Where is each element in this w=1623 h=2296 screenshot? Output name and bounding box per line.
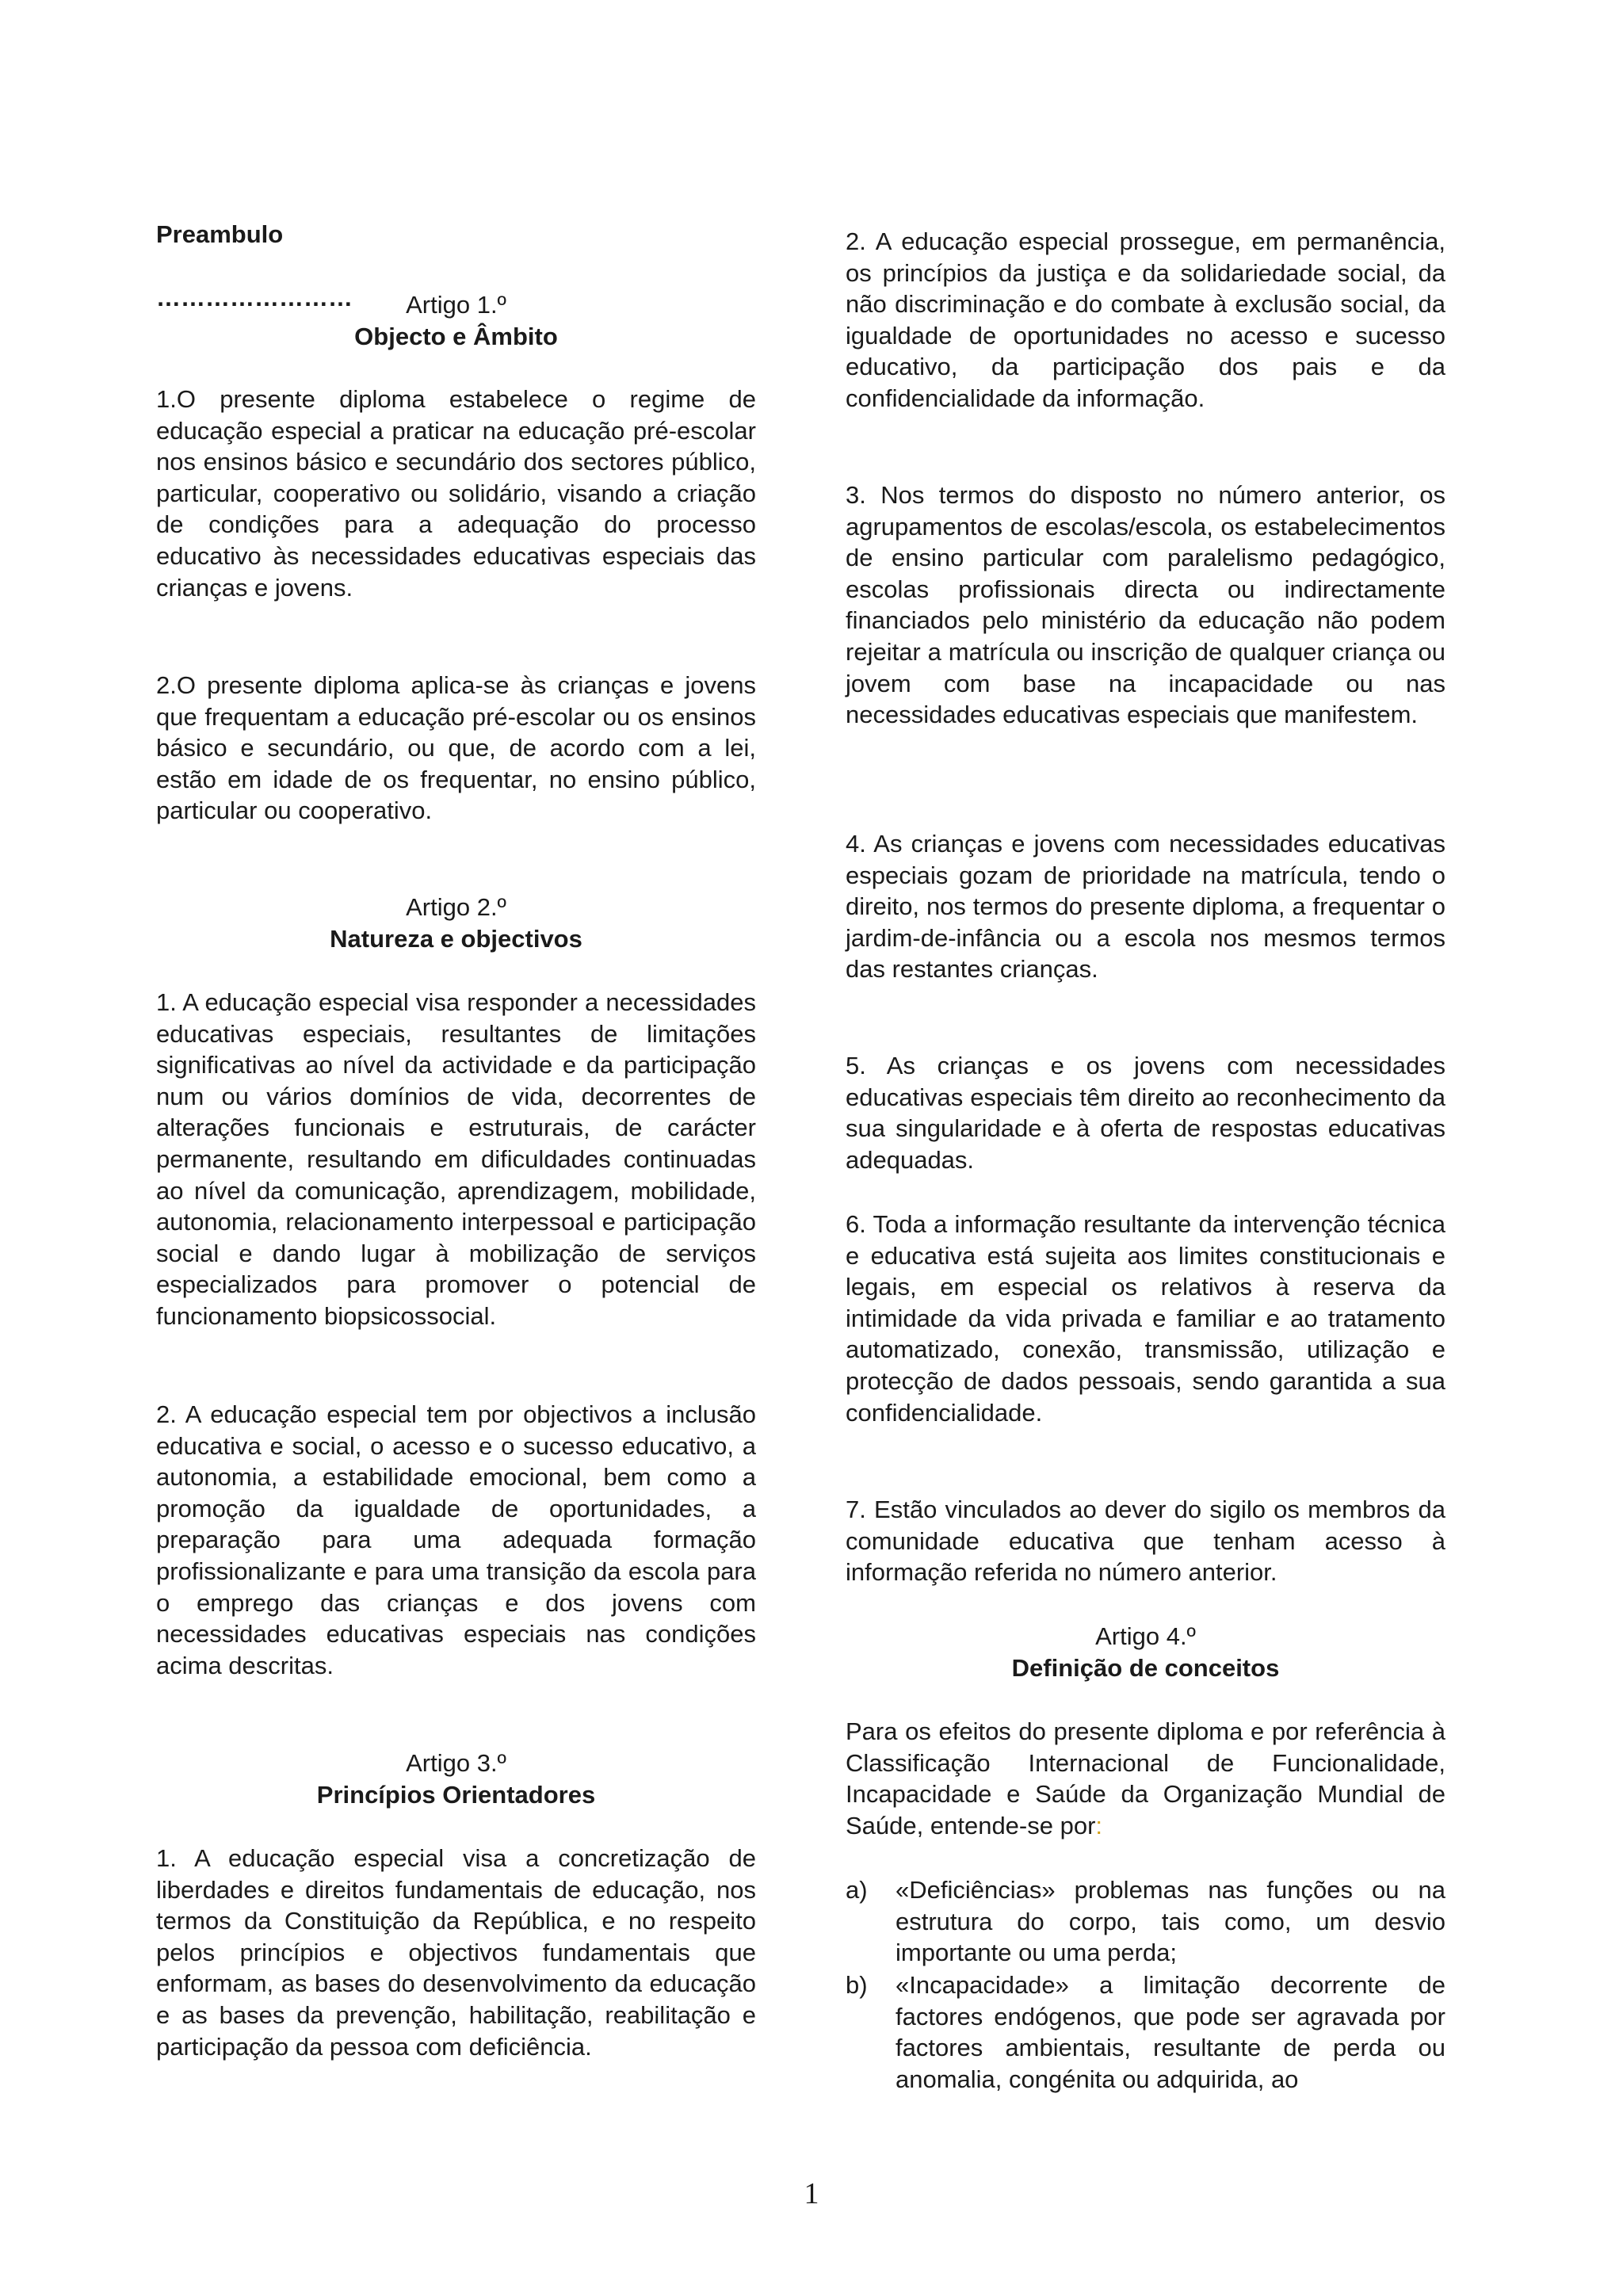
definition-text: «Incapacidade» a limitação decorrente de factores endógenos, que pode ser agravada por factores ambientais, resultante de perda ou anomalia, congénita ou adquirida, ao xyxy=(896,1971,1445,2093)
article-3-paragraph-6: 6. Toda a informação resultante da intervenção técnica e educativa está sujeita aos limites constitucionais e legais, em especial os relativos à reserva da intimidade da vida privada e familiar e ao tratamento automatizado, conexão, transmissão, utilização e protecção de dados pessoais, sendo garantida a sua confidencialidade. xyxy=(846,1210,1445,1427)
preamble-title: Preambulo xyxy=(156,220,284,248)
article-2-title: Natureza e objectivos xyxy=(330,925,582,953)
article-2-paragraph-2: 2. A educação especial tem por objectivos a inclusão educativa e social, o acesso e o sucesso educativo, a autonomia, a estabilidade emocional, bem como a promoção da igualdade de oportunidades, a preparação para uma adequada formação profissionalizante e para uma transição da escola para o emprego das crianças e dos jovens com necessidades educativas especiais nas condições acima descritas. xyxy=(156,1400,756,1679)
article-4-intro-text: Para os efeitos do presente diploma e por referência à Classificação Internacional de Funcionalidade, Incapacidade e Saúde da Organização Mundial de Saúde, entende-se por xyxy=(846,1717,1445,1839)
article-3-paragraph-4: 4. As crianças e jovens com necessidades educativas especiais gozam de prioridade na matrícula, tendo o direito, nos termos do presente diploma, a frequentar o jardim-de-infância ou a escola nos mesmos termos das restantes crianças. xyxy=(846,830,1445,984)
preamble-dots: …………………… xyxy=(156,284,353,311)
article-2-paragraph-1: 1. A educação especial visa responder a necessidades educativas especiais, resultantes de limitações significativas ao nível da actividade e da participação num ou vários domínios de vida, decorrentes de alterações funcionais e estruturais, de carácter permanente, resultando em dificuldades continuadas ao nível da comunicação, aprendizagem, mobilidade, autonomia, relacionamento interpessoal e participação social e dando lugar à mobilização de serviços especializados para promover o potencial de funcionamento biopsicossocial. xyxy=(156,988,756,1330)
article-1-paragraph-2: 2.O presente diploma aplica-se às crianças e jovens que frequentam a educação pré-escolar ou os ensinos básico e secundário, ou que, de acordo com a lei, estão em idade de os frequentar, no ensino público, particular ou cooperativo. xyxy=(156,671,756,825)
article-3-paragraph-3: 3. Nos termos do disposto no número anterior, os agrupamentos de escolas/escola, os estabelecimentos de ensino particular com paralelismo pedagógico, escolas profissionais directa ou indirectamente financiados pelo ministério da educação não podem rejeitar a matrícula ou inscrição de qualquer criança ou jovem com base na incapacidade ou nas necessidades educativas especiais que manifestem. xyxy=(846,481,1445,729)
definition-item-a xyxy=(846,1874,1445,1969)
article-3-paragraph-5: 5. As crianças e os jovens com necessidades educativas especiais têm direito ao reconhecimento da sua singularidade e à oferta de respostas educativas adequadas. xyxy=(846,1052,1445,1174)
definition-text: «Deficiências» problemas nas funções ou na estrutura do corpo, tais como, um desvio importante ou uma perda; xyxy=(896,1876,1445,1967)
article-4-intro-colon: : xyxy=(1095,1811,1103,1839)
page-number: 1 xyxy=(804,2177,819,2210)
article-4-title: Definição de conceitos xyxy=(1011,1654,1280,1682)
article-1-paragraph-1: 1.O presente diploma estabelece o regime de educação especial a praticar na educação pré-escolar nos ensinos básico e secundário dos sectores público, particular, cooperativo ou solidário, visando a criação de condições para a adequação do processo educativo às necessidades educativas especiais das crianças e jovens. xyxy=(156,385,756,602)
article-3-paragraph-1: 1. A educação especial visa a concretização de liberdades e direitos fundamentais de educação, nos termos da Constituição da República, e no respeito pelos princípios e objectivos fundamentais que enformam, as bases do desenvolvimento da educação e as bases da prevenção, habilitação, reabilitação e participação da pessoa com deficiência. xyxy=(156,1844,756,2061)
article-4-intro xyxy=(846,1716,1445,1841)
definition-label: b) xyxy=(846,1971,868,1999)
article-3-paragraph-7: 7. Estão vinculados ao dever do sigilo os membros da comunidade educativa que tenham acesso à informação referida no número anterior. xyxy=(846,1496,1445,1587)
article-3-title: Princípios Orientadores xyxy=(316,1781,596,1809)
article-3-paragraph-2: 2. A educação especial prossegue, em permanência, os princípios da justiça e da solidariedade social, da não discriminação e do combate à exclusão social, da igualdade de oportunidades no acesso e sucesso educativo, da participação dos pais e da confidencialidade da informação. xyxy=(846,227,1445,412)
definition-item-b xyxy=(846,1969,1445,2095)
article-4-number: Artigo 4.º xyxy=(1095,1622,1196,1650)
article-2-number: Artigo 2.º xyxy=(406,893,506,921)
definition-label: a) xyxy=(846,1876,868,1904)
article-3-number: Artigo 3.º xyxy=(406,1749,506,1777)
article-1-title: Objecto e Âmbito xyxy=(354,323,558,350)
article-1-number: Artigo 1.º xyxy=(406,291,506,319)
